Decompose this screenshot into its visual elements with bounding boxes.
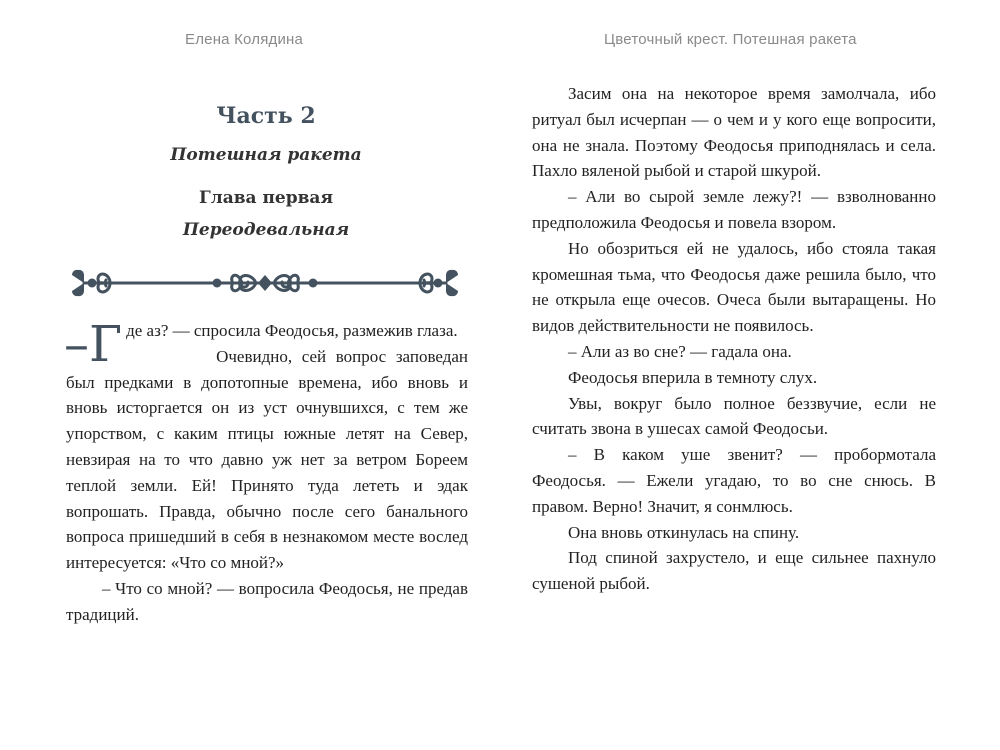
paragraph: Феодосья вперила в темноту слух. xyxy=(568,367,818,387)
paragraph-text: Очевидно, сей вопрос заповедан был предками в допотопные времена, ибо вновь и вновь исторгается он из уст очнувшихся, с тем же упорством, с каким птицы южные летят на Север, невзирая на то что давно уж нет за ветром Бореем теплой земли. Ей! Принято туда лететь и эдак вопрошать. Правда, обычно после сего банального вопроса пришедший в себя в незнакомом месте вослед интересуется: «Что со мной?» xyxy=(66,346,468,573)
dropcap-letter: –Г xyxy=(64,315,123,373)
right-body-text xyxy=(532,81,936,597)
paragraph: – Что со мной? — вопросила Феодосья, не предав традиций. xyxy=(66,578,468,624)
part-subtitle: Потешная ракета xyxy=(170,145,362,165)
paragraph: – Али аз во сне? — гадала она. xyxy=(568,341,792,361)
chapter-subtitle: Переодевальная xyxy=(182,220,350,240)
paragraph: – В каком уше звенит? — пробормотала Феодосья. — Ежели угадаю, то во сне снюсь. В правом. Верно! Значит, я сонмлюсь. xyxy=(532,445,936,516)
paragraph: Засим она на некоторое время замолчала, ибо ритуал был исчерпан — о чем и у кого еще вопросити, она не знала. Поэтому Феодосья приподнялась и села. Пахло вяленой рыбой и старой шкурой. xyxy=(532,84,936,181)
chapter-title: Глава первая xyxy=(198,188,334,208)
part-title: Часть 2 xyxy=(216,103,316,129)
paragraph: Она вновь откинулась на спину. xyxy=(568,522,800,542)
right-page xyxy=(500,0,1000,750)
paragraph: Но обозриться ей не удалось, ибо стояла такая кромешная тьма, что Феодосья даже решила было, что не открыла еще очесов. Очеса были вытаращены. Но видов действительности не появилось. xyxy=(532,238,936,336)
paragraph: – Али во сырой земле лежу?! — взволнованно предположила Феодосья и повела взором. xyxy=(532,187,936,232)
running-head-author: Елена Колядина xyxy=(185,31,304,48)
paragraph xyxy=(66,344,468,576)
paragraph: Под спиной захрустело, и еще сильнее пахнуло сушеной рыбой. xyxy=(532,548,936,594)
left-body-text xyxy=(64,315,468,628)
paragraph: Увы, вокруг было полное беззвучие, если не считать звона в ушесах самой Феодосьи. xyxy=(532,393,936,439)
opening-paragraph xyxy=(64,315,468,373)
running-head-title: Цветочный крест. Потешная ракета xyxy=(604,31,857,48)
paragraph-text: де аз? — спросила Феодосья, размежив глаза. xyxy=(126,321,458,340)
ornament-divider-icon xyxy=(62,262,468,304)
